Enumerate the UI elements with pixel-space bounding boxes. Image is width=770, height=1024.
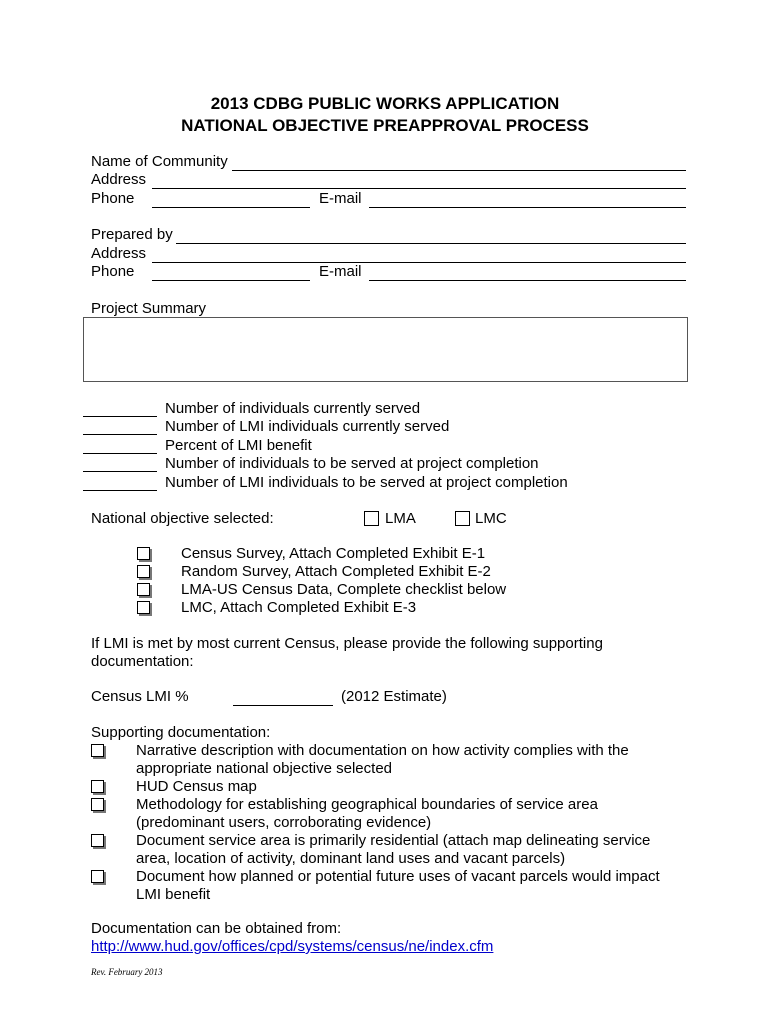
supporting-vacant-parcels-line-2: LMI benefit	[136, 886, 211, 903]
form-title-line-2: NATIONAL OBJECTIVE PREAPPROVAL PROCESS	[181, 116, 589, 135]
count-field-lmi-completion[interactable]	[83, 490, 157, 491]
method-checkbox-random-survey[interactable]	[137, 565, 150, 578]
community-phone-label: Phone	[91, 190, 135, 207]
method-checkbox-lmc[interactable]	[137, 601, 150, 614]
preparer-phone-label: Phone	[91, 263, 135, 280]
documentation-label: Documentation can be obtained from:	[91, 920, 342, 937]
lma-option-label: LMA	[385, 510, 416, 527]
preparer-address-field[interactable]	[152, 262, 686, 263]
community-name-field[interactable]	[232, 170, 686, 171]
supporting-methodology-line-1: Methodology for establishing geographical boundaries of service area	[136, 796, 598, 813]
community-email-label: E-mail	[319, 190, 362, 207]
community-name-label: Name of Community	[91, 153, 228, 170]
count-label-lmi-percent: Percent of LMI benefit	[165, 437, 312, 454]
census-estimate-label: (2012 Estimate)	[341, 688, 447, 705]
supporting-census-map-label: HUD Census map	[136, 778, 257, 795]
form-title-line-1: 2013 CDBG PUBLIC WORKS APPLICATION	[210, 94, 560, 113]
count-label-lmi-completion: Number of LMI individuals to be served at project completion	[165, 474, 568, 491]
community-email-field[interactable]	[369, 207, 686, 208]
method-label-census-survey: Census Survey, Attach Completed Exhibit E-1	[181, 545, 486, 562]
supporting-residential-line-2: area, location of activity, dominant land uses and vacant parcels)	[136, 850, 566, 867]
community-address-label: Address	[91, 171, 147, 188]
preparer-address-label: Address	[91, 245, 147, 262]
supporting-checkbox-methodology[interactable]	[91, 798, 104, 811]
supporting-narrative-line-1: Narrative description with documentation on how activity complies with the	[136, 742, 629, 759]
supporting-checkbox-residential[interactable]	[91, 834, 104, 847]
documentation-link[interactable]: http://www.hud.gov/offices/cpd/systems/census/ne/index.cfm	[91, 938, 494, 955]
supporting-vacant-parcels-line-1: Document how planned or potential future uses of vacant parcels would impact	[136, 868, 660, 885]
project-summary-textarea[interactable]	[83, 317, 688, 382]
method-checkbox-lma-census[interactable]	[137, 583, 150, 596]
method-label-random-survey: Random Survey, Attach Completed Exhibit E-2	[181, 563, 491, 580]
method-checkbox-census-survey[interactable]	[137, 547, 150, 560]
count-field-lmi-percent[interactable]	[83, 453, 157, 454]
supporting-checkbox-narrative[interactable]	[91, 744, 104, 757]
lmc-option-label: LMC	[475, 510, 507, 527]
preparer-phone-field[interactable]	[152, 280, 310, 281]
prepared-by-label: Prepared by	[91, 226, 173, 243]
count-label-individuals-served: Number of individuals currently served	[165, 400, 421, 417]
supporting-methodology-line-2: (predominant users, corroborating evidence)	[136, 814, 432, 831]
census-lmi-field[interactable]	[233, 705, 333, 706]
supporting-residential-line-1: Document service area is primarily residential (attach map delineating service	[136, 832, 651, 849]
preparer-email-label: E-mail	[319, 263, 362, 280]
prepared-by-field[interactable]	[176, 243, 686, 244]
project-summary-label: Project Summary	[91, 300, 207, 317]
supporting-heading: Supporting documentation:	[91, 724, 271, 741]
count-label-individuals-completion: Number of individuals to be served at project completion	[165, 455, 539, 472]
count-field-individuals-completion[interactable]	[83, 471, 157, 472]
supporting-checkbox-vacant-parcels[interactable]	[91, 870, 104, 883]
census-note-line-2: documentation:	[91, 653, 194, 670]
method-label-lma-census: LMA-US Census Data, Complete checklist below	[181, 581, 507, 598]
count-field-lmi-served[interactable]	[83, 434, 157, 435]
supporting-narrative-line-2: appropriate national objective selected	[136, 760, 393, 777]
lmc-checkbox[interactable]	[455, 511, 470, 526]
preparer-email-field[interactable]	[369, 280, 686, 281]
method-label-lmc: LMC, Attach Completed Exhibit E-3	[181, 599, 417, 616]
national-objective-label: National objective selected:	[91, 510, 274, 527]
lma-checkbox[interactable]	[364, 511, 379, 526]
supporting-checkbox-census-map[interactable]	[91, 780, 104, 793]
community-phone-field[interactable]	[152, 207, 310, 208]
revision-footer: Rev. February 2013	[91, 967, 163, 977]
count-label-lmi-served: Number of LMI individuals currently served	[165, 418, 450, 435]
count-field-individuals-served[interactable]	[83, 416, 157, 417]
community-address-field[interactable]	[152, 188, 686, 189]
census-note-line-1: If LMI is met by most current Census, please provide the following supporting	[91, 635, 603, 652]
census-lmi-label: Census LMI %	[91, 688, 189, 705]
